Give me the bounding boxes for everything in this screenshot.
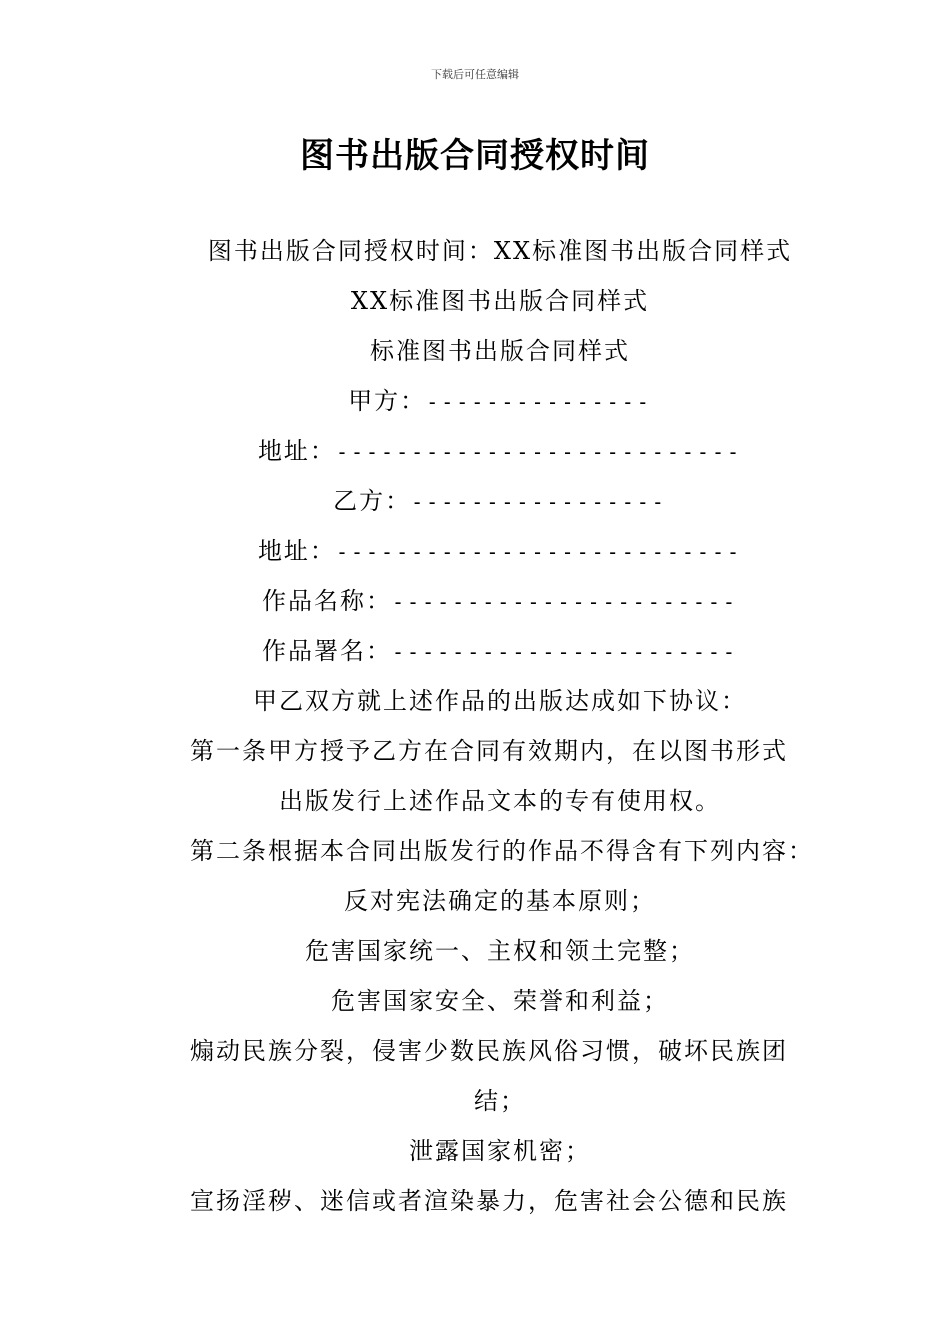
header-note: 下载后可任意编辑 bbox=[431, 68, 519, 81]
field-address-b bbox=[190, 526, 810, 576]
prohibited-item-1: 反对宪法确定的基本原则； bbox=[344, 887, 656, 915]
field-work-name-blank: ----------------------- bbox=[392, 590, 738, 614]
field-work-name-label: 作品名称： bbox=[262, 587, 393, 615]
paragraph-subtitle-xx: XX标准图书出版合同样式 bbox=[350, 287, 650, 315]
paragraph-subtitle: 标准图书出版合同样式 bbox=[370, 337, 630, 365]
prohibited-item-4-line-1: 煽动民族分裂，侵害少数民族风俗习惯，破坏民族团 bbox=[190, 1037, 788, 1065]
field-party-b-blank: ----------------- bbox=[411, 490, 667, 514]
field-work-author-label: 作品署名： bbox=[262, 637, 393, 665]
prohibited-item-3: 危害国家安全、荣誉和利益； bbox=[331, 987, 669, 1015]
prohibited-item-5: 泄露国家机密； bbox=[409, 1137, 591, 1165]
field-address-b-label: 地址： bbox=[257, 537, 336, 565]
prohibited-item-6-line-1: 宣扬淫秽、迷信或者渲染暴力，危害社会公德和民族 bbox=[190, 1187, 788, 1215]
field-party-a-label: 甲方： bbox=[348, 387, 427, 415]
prohibited-item-4-line-2: 结； bbox=[474, 1087, 526, 1115]
field-address-a-label: 地址： bbox=[257, 437, 336, 465]
document-title: 图书出版合同授权时间 bbox=[300, 136, 650, 176]
document-body bbox=[190, 226, 814, 1226]
field-party-a bbox=[190, 376, 810, 426]
field-work-author-blank: ----------------------- bbox=[392, 640, 738, 664]
paragraph-agreement: 甲乙双方就上述作品的出版达成如下协议： bbox=[253, 687, 747, 715]
paragraph-intro: 图书出版合同授权时间：XX标准图书出版合同样式 bbox=[207, 237, 793, 265]
article-2: 第二条根据本合同出版发行的作品不得含有下列内容： bbox=[190, 837, 814, 865]
article-1-line-1: 第一条甲方授予乙方在合同有效期内，在以图书形式 bbox=[190, 737, 788, 765]
prohibited-item-2: 危害国家统一、主权和领土完整； bbox=[305, 937, 695, 965]
field-work-name bbox=[190, 576, 810, 626]
field-address-a bbox=[190, 426, 810, 476]
article-1-line-2: 出版发行上述作品文本的专有使用权。 bbox=[279, 787, 721, 815]
field-party-b-label: 乙方： bbox=[333, 487, 412, 515]
field-address-b-blank: --------------------------- bbox=[335, 540, 743, 564]
field-address-a-blank: --------------------------- bbox=[335, 440, 743, 464]
field-work-author bbox=[190, 626, 810, 676]
field-party-b bbox=[190, 476, 810, 526]
field-party-a-blank: --------------- bbox=[426, 390, 652, 414]
